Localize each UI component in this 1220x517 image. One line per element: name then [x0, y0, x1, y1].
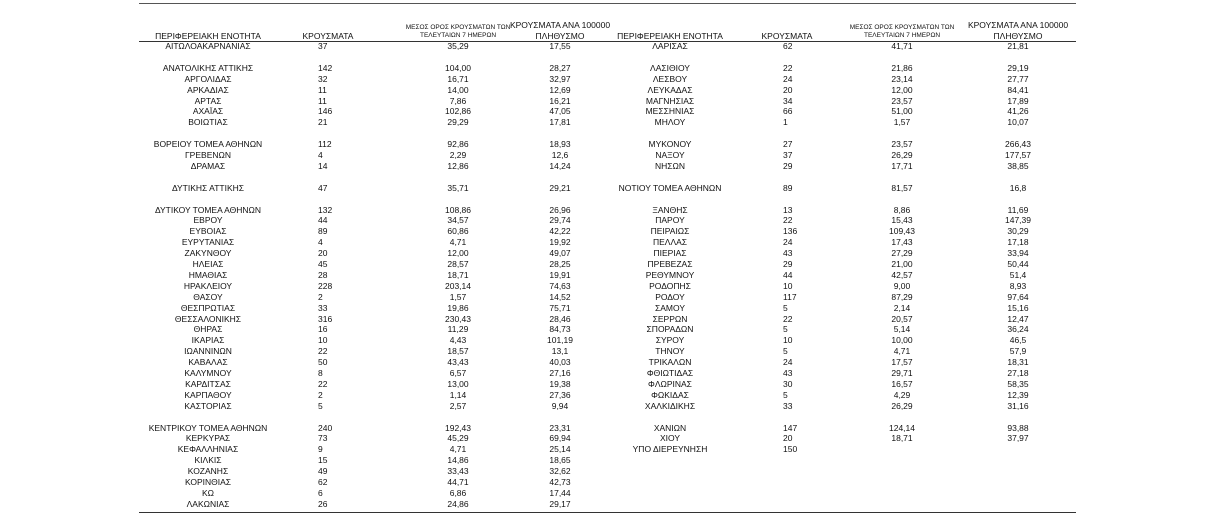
table-cell-per: 29,74: [549, 215, 571, 226]
table-cell-avg: 17,43: [891, 237, 913, 248]
table-cell-avg: 8,86: [893, 204, 911, 215]
table-cell-name: ΚΟΡΙΝΘΙΑΣ: [184, 477, 232, 487]
table-cell-cases: 22: [318, 378, 328, 389]
table-cell-avg: 18,71: [891, 433, 913, 444]
header-cases-left: ΚΡΟΥΣΜΑΤΑ: [302, 31, 354, 41]
table-cell-name: ΘΑΣΟΥ: [193, 291, 223, 302]
table-cell-avg: 18,57: [447, 346, 469, 357]
table-cell-per: 177,57: [1005, 150, 1031, 160]
table-cell-name: ΑΡΚΑΔΙΑΣ: [187, 84, 229, 95]
table-cell-name: ΖΑΚΥΝΘΟΥ: [184, 248, 232, 259]
table-cell-cases: 13: [783, 204, 793, 215]
table-cell-avg: 41,71: [891, 41, 913, 51]
table-cell-cases: 117: [783, 291, 797, 302]
table-cell-name: ΣΕΡΡΩΝ: [652, 313, 688, 324]
table-cell-per: 17,55: [549, 41, 571, 51]
header-avg-right-1: ΜΕΣΟΣ ΟΡΟΣ ΚΡΟΥΣΜΑΤΩΝ ΤΩΝ: [849, 24, 955, 31]
table-cell-cases: 20: [318, 248, 328, 259]
table-cell-avg: 42,57: [891, 269, 913, 280]
table-cell-cases: 142: [318, 62, 333, 73]
table-cell-per: 58,35: [1007, 378, 1029, 389]
table-cell-name: ΠΕΛΛΑΣ: [652, 237, 688, 248]
table-cell-cases: 62: [783, 41, 793, 51]
table-cell-per: 29,17: [549, 498, 571, 509]
table-cell-name: ΛΕΣΒΟΥ: [652, 73, 688, 84]
table-cell-cases: 147: [783, 422, 798, 433]
table-cell-name: ΣΠΟΡΑΔΩΝ: [646, 324, 694, 335]
table-cell-cases: 11: [318, 84, 327, 95]
table-cell-name: ΚΑΛΥΜΝΟΥ: [184, 368, 232, 378]
table-cell-avg: 7,86: [449, 95, 467, 106]
table-cell-cases: 10: [783, 335, 793, 346]
table-cell-name: ΗΜΑΘΙΑΣ: [188, 269, 228, 280]
table-cell-avg: 12,00: [447, 248, 469, 259]
table-cell-per: 8,93: [1009, 280, 1027, 291]
header-avg-right-2: ΤΕΛΕΥΤΑΙΩΝ 7 ΗΜΕΡΩΝ: [863, 32, 941, 39]
table-cell-per: 51,4: [1009, 269, 1027, 280]
table-cell-avg: 4,71: [893, 346, 911, 357]
table-cell-per: 28,27: [549, 62, 571, 73]
table-cell-avg: 44,71: [447, 477, 469, 487]
header-per-right-1: ΚΡΟΥΣΜΑΤΑ ΑΝΑ 100000: [967, 20, 1069, 30]
table-cell-avg: 17,57: [891, 357, 913, 368]
table-cell-name: ΣΥΡΟΥ: [655, 335, 685, 346]
table-cell-name: ΚΑΡΔΙΤΣΑΣ: [185, 378, 231, 389]
table-cell-per: 36,24: [1007, 324, 1029, 335]
table-cell-name: ΡΟΔΟΠΗΣ: [649, 280, 691, 291]
table-cell-cases: 22: [783, 62, 793, 73]
table-cell-avg: 17,71: [891, 160, 913, 171]
table-cell-avg: 24,86: [447, 498, 469, 509]
table-cell-cases: 136: [783, 226, 798, 237]
table-cell-avg: 16,71: [447, 73, 469, 84]
table-cell-cases: 27: [783, 139, 793, 150]
table-cell-cases: 45: [318, 259, 328, 269]
table-cell-name: ΞΑΝΘΗΣ: [652, 204, 688, 215]
table-cell-avg: 12,00: [891, 84, 913, 95]
table-cell-cases: 26: [318, 498, 328, 509]
table-cell-per: 84,41: [1007, 84, 1029, 95]
table-cell-name: ΦΘΙΩΤΙΔΑΣ: [646, 368, 694, 378]
table-cell-avg: 15,43: [891, 215, 913, 226]
table-cell-name: ΥΠΟ ΔΙΕΡΕΥΝΗΣΗ: [632, 444, 708, 455]
table-cell-cases: 5: [783, 389, 788, 400]
table-cell-cases: 50: [318, 357, 328, 368]
table-cell-per: 74,63: [549, 280, 571, 291]
table-cell-per: 29,21: [549, 182, 571, 193]
table-cell-avg: 11,29: [447, 324, 469, 335]
table-cell-name: ΠΡΕΒΕΖΑΣ: [647, 259, 693, 269]
table-cell-name: ΔΥΤΙΚΗΣ ΑΤΤΙΚΗΣ: [171, 182, 245, 193]
table-cell-name: ΛΕΥΚΑΔΑΣ: [647, 84, 693, 95]
table-cell-cases: 49: [318, 466, 328, 477]
table-cell-name: ΠΕΙΡΑΙΩΣ: [650, 226, 690, 237]
table-cell-name: ΜΑΓΝΗΣΙΑΣ: [645, 95, 695, 106]
table-cell-name: ΚΟΖΑΝΗΣ: [187, 466, 229, 477]
table-cell-cases: 37: [318, 41, 328, 51]
table-cell-avg: 108,86: [445, 204, 471, 215]
table-cell-cases: 44: [783, 269, 793, 280]
table-cell-avg: 92,86: [447, 139, 469, 150]
table-cell-cases: 5: [318, 400, 323, 411]
table-cell-cases: 2: [318, 291, 323, 302]
table-cell-avg: 21,86: [891, 62, 913, 73]
header-region-right: ΠΕΡΙΦΕΡΕΙΑΚΗ ΕΝΟΤΗΤΑ: [617, 31, 723, 41]
table-cell-avg: 29,71: [891, 368, 913, 378]
table-cell-cases: 20: [783, 84, 793, 95]
table-cell-per: 41,26: [1007, 106, 1029, 117]
header-cases-right: ΚΡΟΥΣΜΑΤΑ: [761, 31, 813, 41]
table-cell-avg: 230,43: [445, 313, 471, 324]
table-cell-name: ΦΩΚΙΔΑΣ: [651, 389, 689, 400]
table-cell-per: 93,88: [1007, 422, 1029, 433]
table-cell-avg: 81,57: [891, 182, 913, 193]
table-cell-per: 75,71: [549, 302, 571, 313]
table-cell-avg: 9,00: [893, 280, 911, 291]
table-cell-cases: 15: [318, 455, 328, 466]
table-cell-cases: 37: [783, 150, 793, 160]
table-cell-name: ΜΕΣΣΗΝΙΑΣ: [645, 106, 695, 117]
table-cell-avg: 27,29: [891, 248, 913, 259]
table-cell-name: ΒΟΙΩΤΙΑΣ: [188, 117, 228, 128]
table-cell-per: 17,81: [549, 117, 571, 128]
table-cell-per: 14,52: [549, 291, 571, 302]
table-cell-per: 266,43: [1005, 139, 1031, 150]
table-cell-avg: 26,29: [891, 400, 913, 411]
table-cell-avg: 28,57: [447, 259, 469, 269]
table-cell-cases: 5: [783, 302, 788, 313]
table-cell-cases: 228: [318, 280, 333, 291]
table-cell-name: ΣΑΜΟΥ: [654, 302, 685, 313]
table-cell-avg: 51,00: [891, 106, 913, 117]
table-cell-avg: 4,71: [449, 237, 467, 248]
table-cell-name: ΘΕΣΣΑΛΟΝΙΚΗΣ: [174, 313, 242, 324]
table-cell-name: ΑΙΤΩΛΟΑΚΑΡΝΑΝΙΑΣ: [165, 41, 251, 51]
table-cell-avg: 4,43: [449, 335, 467, 346]
table-cell-cases: 4: [318, 150, 323, 160]
table-cell-cases: 47: [318, 182, 328, 193]
table-cell-avg: 1,57: [449, 291, 467, 302]
table-cell-cases: 62: [318, 477, 328, 487]
table-cell-cases: 44: [318, 215, 328, 226]
table-cell-cases: 89: [318, 226, 328, 237]
table-cell-name: ΝΑΞΟΥ: [655, 150, 685, 160]
table-cell-name: ΚΕΝΤΡΙΚΟΥ ΤΟΜΕΑ ΑΘΗΝΩΝ: [148, 422, 268, 433]
table-cell-per: 15,16: [1007, 302, 1029, 313]
table-cell-avg: 23,57: [891, 139, 913, 150]
table-cell-avg: 23,57: [891, 95, 913, 106]
table-cell-avg: 34,57: [447, 215, 469, 226]
header-region-left: ΠΕΡΙΦΕΡΕΙΑΚΗ ΕΝΟΤΗΤΑ: [155, 31, 261, 41]
table-cell-avg: 2,29: [449, 150, 467, 160]
table-cell-cases: 10: [783, 280, 793, 291]
header-avg-left-2: ΤΕΛΕΥΤΑΙΩΝ 7 ΗΜΕΡΩΝ: [419, 32, 497, 39]
table-cell-avg: 10,00: [891, 335, 913, 346]
table-cell-avg: 35,29: [447, 41, 469, 51]
table-cell-name: ΚΩ: [201, 487, 215, 498]
table-cell-avg: 104,00: [445, 62, 471, 73]
table-cell-per: 46,5: [1009, 335, 1027, 346]
bottom-rule: [139, 512, 1076, 513]
table-cell-name: ΘΗΡΑΣ: [193, 324, 223, 335]
table-cell-per: 27,77: [1007, 73, 1029, 84]
table-cell-name: ΛΑΚΩΝΙΑΣ: [186, 498, 230, 509]
table-cell-cases: 6: [318, 487, 323, 498]
table-cell-cases: 29: [783, 259, 793, 269]
top-rule: [139, 3, 1076, 4]
table-cell-avg: 2,14: [893, 302, 911, 313]
header-per-right-2: ΠΛΗΘΥΣΜΟ: [993, 31, 1043, 41]
table-cell-avg: 33,43: [447, 466, 469, 477]
table-cell-name: ΑΡΤΑΣ: [194, 95, 222, 106]
table-cell-avg: 102,86: [445, 106, 471, 117]
table-cell-cases: 2: [318, 389, 323, 400]
table-cell-per: 57,9: [1009, 346, 1027, 357]
table-cell-name: ΝΟΤΙΟΥ ΤΟΜΕΑ ΑΘΗΝΩΝ: [618, 182, 722, 193]
table-cell-per: 13,1: [551, 346, 569, 357]
table-cell-per: 19,38: [549, 378, 571, 389]
table-cell-name: ΚΑΡΠΑΘΟΥ: [184, 389, 232, 400]
header-avg-left-1: ΜΕΣΟΣ ΟΡΟΣ ΚΡΟΥΣΜΑΤΩΝ ΤΩΝ: [405, 24, 511, 31]
table-cell-per: 10,07: [1007, 117, 1029, 128]
table-cell-per: 28,25: [549, 259, 571, 269]
table-cell-per: 12,39: [1007, 389, 1029, 400]
table-cell-name: ΝΗΣΩΝ: [654, 160, 686, 171]
table-cell-cases: 146: [318, 106, 333, 117]
table-cell-avg: 21,00: [891, 259, 913, 269]
table-cell-per: 42,73: [549, 477, 571, 487]
table-cell-cases: 8: [318, 368, 323, 378]
table-cell-cases: 5: [783, 324, 788, 335]
table-cell-name: ΠΙΕΡΙΑΣ: [653, 248, 687, 259]
table-cell-name: ΘΕΣΠΡΩΤΙΑΣ: [180, 302, 236, 313]
table-cell-avg: 5,14: [893, 324, 911, 335]
table-cell-name: ΡΕΘΥΜΝΟΥ: [645, 269, 695, 280]
table-cell-per: 12,6: [551, 150, 569, 160]
table-cell-per: 27,18: [1007, 368, 1029, 378]
table-cell-name: ΓΡΕΒΕΝΩΝ: [185, 150, 231, 160]
table-cell-avg: 12,86: [447, 160, 469, 171]
table-cell-avg: 14,86: [447, 455, 469, 466]
table-cell-cases: 28: [318, 269, 328, 280]
table-cell-avg: 203,14: [445, 280, 471, 291]
table-cell-name: ΕΥΡΥΤΑΝΙΑΣ: [181, 237, 235, 248]
table-cell-name: ΛΑΣΙΘΙΟΥ: [650, 62, 690, 73]
table-cell-cases: 21: [318, 117, 328, 128]
table-cell-per: 38,85: [1007, 160, 1029, 171]
table-cell-cases: 33: [783, 400, 793, 411]
table-cell-per: 84,73: [549, 324, 571, 335]
table-cell-cases: 43: [783, 368, 793, 378]
table-cell-cases: 24: [783, 357, 793, 368]
table-cell-name: ΔΥΤΙΚΟΥ ΤΟΜΕΑ ΑΘΗΝΩΝ: [154, 204, 262, 215]
table-cell-per: 14,24: [549, 160, 571, 171]
table-cell-per: 21,81: [1007, 41, 1029, 51]
table-cell-cases: 1: [783, 117, 788, 128]
table-cell-per: 19,91: [549, 269, 571, 280]
table-cell-name: ΔΡΑΜΑΣ: [190, 160, 226, 171]
table-cell-avg: 87,29: [891, 291, 913, 302]
table-cell-cases: 22: [783, 215, 793, 226]
table-cell-per: 30,29: [1007, 226, 1029, 237]
table-cell-cases: 32: [318, 73, 328, 84]
table-cell-per: 147,39: [1005, 215, 1031, 226]
table-cell-per: 16,21: [549, 95, 571, 106]
table-cell-name: ΦΛΩΡΙΝΑΣ: [648, 378, 692, 389]
table-cell-cases: 22: [318, 346, 328, 357]
table-cell-name: ΒΟΡΕΙΟΥ ΤΟΜΕΑ ΑΘΗΝΩΝ: [153, 139, 263, 150]
table-cell-per: 50,44: [1007, 259, 1029, 269]
table-cell-cases: 29: [783, 160, 793, 171]
table-cell-cases: 316: [318, 313, 333, 324]
table-cell-avg: 1,57: [893, 117, 911, 128]
table-cell-avg: 19,86: [447, 302, 469, 313]
table-cell-per: 27,36: [549, 389, 571, 400]
table-cell-per: 28,46: [549, 313, 571, 324]
table-cell-name: ΚΕΦΑΛΛΗΝΙΑΣ: [177, 444, 239, 455]
table-cell-cases: 11: [318, 95, 327, 106]
table-cell-avg: 4,71: [449, 444, 467, 455]
table-cell-cases: 5: [783, 346, 788, 357]
table-cell-avg: 18,71: [447, 269, 469, 280]
table-cell-per: 17,44: [549, 487, 571, 498]
table-cell-cases: 33: [318, 302, 328, 313]
table-cell-cases: 24: [783, 237, 793, 248]
table-cell-name: ΜΥΚΟΝΟΥ: [648, 139, 692, 150]
table-cell-per: 18,31: [1007, 357, 1029, 368]
table-cell-per: 26,96: [549, 204, 571, 215]
table-cell-cases: 43: [783, 248, 793, 259]
table-cell-avg: 13,00: [447, 378, 469, 389]
table-cell-avg: 60,86: [447, 226, 469, 237]
table-cell-name: ΙΩΑΝΝΙΝΩΝ: [184, 346, 232, 357]
table-cell-per: 33,94: [1007, 248, 1029, 259]
table-cell-name: ΗΡΑΚΛΕΙΟΥ: [183, 280, 233, 291]
table-cell-avg: 16,57: [891, 378, 913, 389]
header-per-left-1: ΚΡΟΥΣΜΑΤΑ ΑΝΑ 100000: [509, 20, 611, 30]
table-cell-name: ΤΗΝΟΥ: [655, 346, 685, 357]
table-cell-name: ΠΑΡΟΥ: [655, 215, 685, 226]
table-cell-name: ΑΡΓΟΛΙΔΑΣ: [184, 73, 232, 84]
table-cell-per: 23,31: [549, 422, 571, 433]
table-cell-avg: 43,43: [447, 357, 469, 368]
table-cell-name: ΚΑΒΑΛΑΣ: [188, 357, 228, 368]
table-cell-avg: 14,00: [447, 84, 469, 95]
table-cell-name: ΧΑΝΙΩΝ: [653, 422, 687, 433]
table-cell-cases: 20: [783, 433, 793, 444]
table-cell-cases: 9: [318, 444, 323, 455]
table-cell-per: 37,97: [1007, 433, 1029, 444]
table-cell-name: ΕΥΒΟΙΑΣ: [189, 226, 227, 237]
table-cell-per: 12,47: [1007, 313, 1029, 324]
table-cell-per: 47,05: [549, 106, 571, 117]
table-cell-cases: 112: [318, 139, 332, 150]
table-cell-per: 18,65: [549, 455, 571, 466]
table-cell-per: 69,94: [549, 433, 571, 444]
table-cell-avg: 35,71: [447, 182, 469, 193]
table-cell-avg: 45,29: [447, 433, 469, 444]
table-cell-cases: 16: [318, 324, 328, 335]
table-cell-per: 97,64: [1007, 291, 1029, 302]
table-cell-avg: 124,14: [889, 422, 915, 433]
table-cell-per: 101,19: [547, 335, 573, 346]
table-cell-per: 17,18: [1007, 237, 1029, 248]
table-cell-name: ΕΒΡΟΥ: [193, 215, 223, 226]
table-cell-per: 32,62: [549, 466, 571, 477]
header-per-left-2: ΠΛΗΘΥΣΜΟ: [535, 31, 585, 41]
table-cell-name: ΚΙΛΚΙΣ: [194, 455, 222, 466]
table-cell-per: 27,16: [549, 368, 571, 378]
table-cell-cases: 30: [783, 378, 793, 389]
table-cell-cases: 22: [783, 313, 793, 324]
table-cell-per: 40,03: [549, 357, 571, 368]
table-cell-name: ΙΚΑΡΙΑΣ: [191, 335, 225, 346]
table-cell-cases: 34: [783, 95, 793, 106]
table-cell-cases: 66: [783, 106, 793, 117]
table-cell-avg: 20,57: [891, 313, 913, 324]
table-cell-per: 32,97: [549, 73, 571, 84]
table-cell-per: 42,22: [549, 226, 571, 237]
table-cell-per: 18,93: [549, 139, 571, 150]
table-cell-per: 31,16: [1007, 400, 1029, 411]
table-cell-per: 29,19: [1007, 62, 1029, 73]
table-cell-avg: 29,29: [447, 117, 469, 128]
table-cell-name: ΧΑΛΚΙΔΙΚΗΣ: [644, 400, 696, 411]
table-cell-name: ΗΛΕΙΑΣ: [192, 259, 224, 269]
table-cell-avg: 4,29: [893, 389, 911, 400]
table-cell-cases: 150: [783, 444, 798, 455]
table-cell-cases: 10: [318, 335, 328, 346]
table-cell-cases: 89: [783, 182, 793, 193]
table-cell-avg: 26,29: [891, 150, 913, 160]
table-cell-per: 12,69: [549, 84, 571, 95]
table-cell-name: ΡΟΔΟΥ: [655, 291, 685, 302]
table-cell-name: ΛΑΡΙΣΑΣ: [652, 41, 688, 51]
table-cell-cases: 4: [318, 237, 323, 248]
table-cell-avg: 23,14: [891, 73, 913, 84]
table-cell-avg: 6,57: [449, 368, 467, 378]
table-cell-per: 16,8: [1009, 182, 1027, 193]
table-cell-avg: 2,57: [449, 400, 467, 411]
table-cell-name: ΚΕΡΚΥΡΑΣ: [185, 433, 231, 444]
table-cell-per: 25,14: [549, 444, 571, 455]
table-cell-per: 9,94: [551, 400, 569, 411]
table-cell-avg: 1,14: [449, 389, 467, 400]
table-cell-per: 17,89: [1007, 95, 1029, 106]
table-cell-name: ΑΧΑΪΑΣ: [192, 106, 224, 117]
table-cell-name: ΜΗΛΟΥ: [654, 117, 686, 128]
table-cell-cases: 73: [318, 433, 328, 444]
table-cell-per: 49,07: [549, 248, 571, 259]
table-cell-avg: 109,43: [889, 226, 915, 237]
table-cell-avg: 192,43: [445, 422, 471, 433]
table-cell-cases: 14: [318, 160, 328, 171]
table-cell-cases: 132: [318, 204, 333, 215]
table-cell-per: 11,69: [1007, 204, 1029, 215]
table-cell-name: ΚΑΣΤΟΡΙΑΣ: [184, 400, 232, 411]
table-cell-avg: 6,86: [449, 487, 467, 498]
table-cell-name: ΧΙΟΥ: [659, 433, 681, 444]
table-cell-name: ΑΝΑΤΟΛΙΚΗΣ ΑΤΤΙΚΗΣ: [162, 62, 254, 73]
table-cell-per: 19,92: [549, 237, 571, 248]
table-cell-cases: 24: [783, 73, 793, 84]
table-cell-cases: 240: [318, 422, 333, 433]
table-cell-name: ΤΡΙΚΑΛΩΝ: [648, 357, 692, 368]
